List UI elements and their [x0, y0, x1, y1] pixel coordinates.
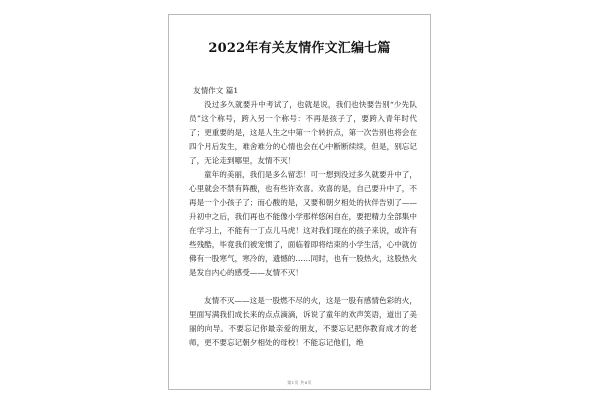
paragraph: 友情不灭——这是一股燃不尽的火，这是一股有感情色彩的火，里面写满我们成长来的点点滴滴，诉说了童年的欢声笑语，道出了美丽的向导。不要忘记你最亲爱的朋友，不要忘记把你教育成才的老师，更不要忘记朝夕相处的母校！不能忘记他们，绝 — [189, 296, 417, 347]
document-page — [168, 14, 431, 390]
paragraph: 童年的美丽，我们是多么留恋！可一想到没过多久就要升中了，心里就会不禁有阵酸，也有些许欢喜。欢喜的是，自己要升中了，不再是一个小孩子了；而心酸的是，又要和朝夕相处的伙伴告别了——升初中之后，我们再也不能像小学那样悠闲自在，要把精力全部集中在学习上，不能有一丁点儿马虎！这对我们现在的孩子来说，或许有些残酷，毕竟我们被宠惯了，面临着即将结束的小学生活，心中就仿佛有一股寒气，寒冷的，遗憾的……同时，也有一股热火，这股热火是发自内心的感受——友情不灭！ — [189, 170, 417, 277]
paragraph: 没过多久就要升中考试了，也就是说，我们也快要告别“少先队员”这个称号，跨入另一个称号：不再是孩子了，要跨入青年时代了；更重要的是，这是人生之中第一个转折点，第一次告别也将会在四个月后发生，难舍难分的心情也会在心中断断续续，但是，别忘记了，无论走到哪里，友情不灭！ — [189, 100, 417, 165]
page-number: 第1页 共8页 — [287, 380, 312, 385]
document-title: 2022年有关友情作文汇编七篇 — [208, 41, 391, 56]
section-heading: 友情作文 篇1 — [193, 86, 239, 95]
essay-body — [189, 98, 417, 350]
